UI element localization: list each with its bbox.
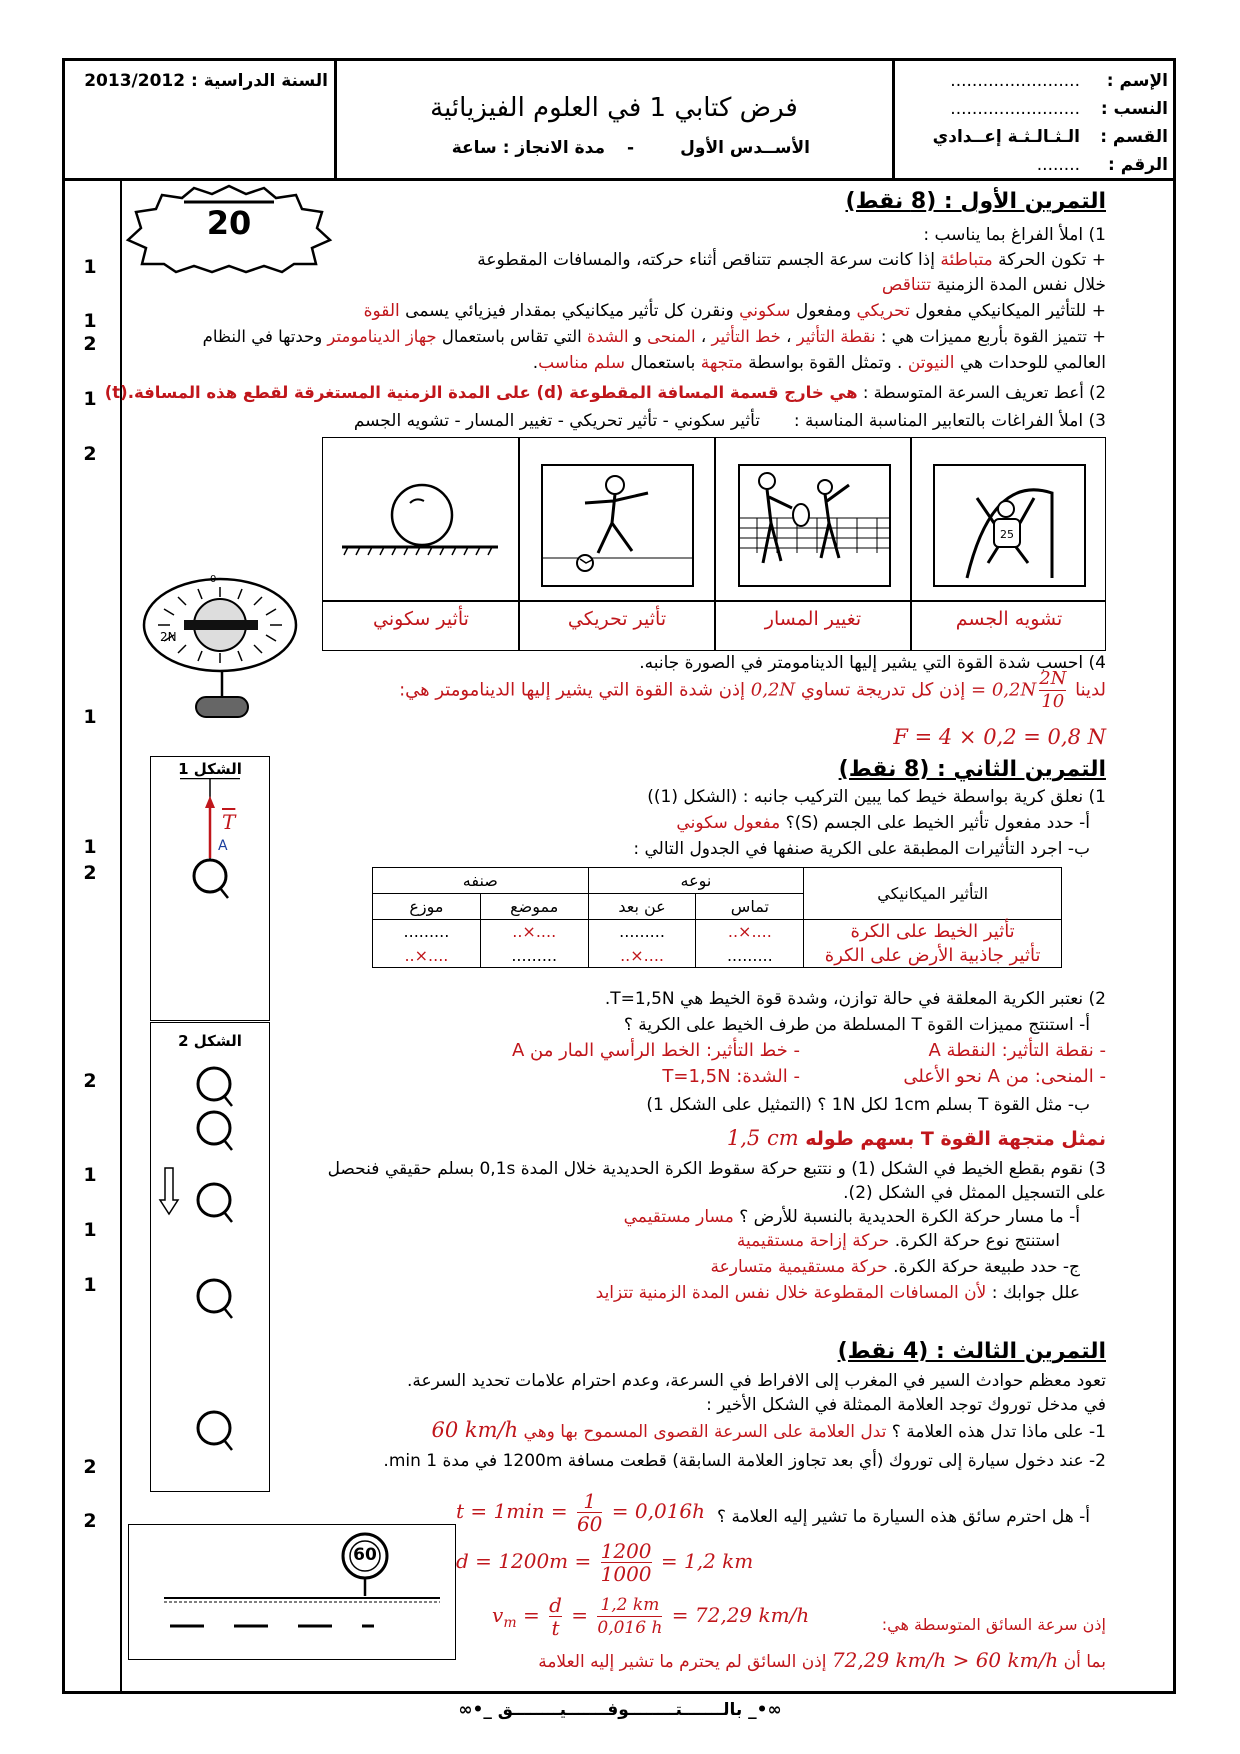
figure-1-vector-label: $\overline{T}$ <box>222 810 236 834</box>
effects-answer: تأثير سكوني <box>373 608 469 630</box>
ex1-line4: + تتميز القوة بأربع مميزات هي : نقطة التأثير ، خط التأثير ، المنحى و الشدة التي تقاس باستعمال جهاز الدينامومتر وحدتها في النظام <box>202 327 1106 346</box>
actions-table-cell: ..×.... <box>480 920 588 944</box>
class-label: القسم : <box>1100 127 1168 147</box>
margin-score: 1 <box>83 310 97 332</box>
ex3-intro2: في مدخل توروك توجد العلامة الممثلة في الشكل الأخير : <box>706 1395 1106 1415</box>
actions-table-cell: ......... <box>696 944 804 968</box>
ex2-q2a-magnitude: - الشدة: T=1,5N <box>662 1066 800 1087</box>
dynamometer-2n: 2N <box>160 630 177 644</box>
ex2-q2a: أ- استنتج مميزات القوة T المسلطة من طرف الخيط على الكرية ؟ <box>623 1015 1090 1035</box>
velocity-label: إذن سرعة السائق المتوسطة هي: <box>881 1615 1106 1634</box>
actions-table-row-label: تأثير الخيط على الكرة <box>804 920 1062 944</box>
name-label: الإسم : <box>1106 71 1168 91</box>
actions-table-cell: ......... <box>480 944 588 968</box>
effects-table-row <box>322 600 1106 602</box>
ex2-q1: 1) نعلق كرية بواسطة خيط كما يبين التركيب جانبه : (الشكل (1)) <box>647 787 1106 807</box>
figure-1-drawing <box>150 778 270 918</box>
ex1-title: التمرين الأول : (8 نقط) <box>845 189 1106 214</box>
surname-label: النسب : <box>1100 99 1168 119</box>
figure-1-point-label: A <box>218 838 228 854</box>
actions-table-header-distance: عن بعد <box>588 894 696 920</box>
margin-divider <box>120 180 122 1692</box>
actions-table-cell: ..×.... <box>373 944 481 968</box>
effects-answer: تغيير المسار <box>764 608 862 630</box>
surname-field[interactable]: ........................ <box>950 99 1080 119</box>
class-value: الـثـالـثـة إعــدادي <box>932 127 1080 147</box>
ex2-q2a-direction: - المنحى: من A نحو الأعلى <box>903 1066 1106 1087</box>
ex2-q2b-answer: نمثل متجهة القوة T بسهم طوله 1,5 cm <box>726 1126 1106 1150</box>
name-field[interactable]: ........................ <box>950 71 1080 91</box>
margin-score: 2 <box>83 1510 97 1532</box>
ex3-q1: 1- على ماذا تدل هذه العلامة ؟ تدل العلامة على السرعة القصوى المسموح بها وهي 60 km/h <box>431 1418 1106 1442</box>
actions-table-cell: ..×.... <box>696 920 804 944</box>
ex3-intro1: تعود معظم حوادث السير في المغرب إلى الافراط في السرعة، وعدم احترام علامات تحديد السرعة. <box>407 1371 1106 1391</box>
figure-2-label: الشكل 2 <box>178 1032 242 1050</box>
ex2-q2a-line: - خط التأثير: الخط الرأسي المار من A <box>511 1040 800 1061</box>
ex2-q3d: علل جوابك : لأن المسافات المقطوعة خلال نفس المدة الزمنية تتزايد <box>595 1283 1080 1303</box>
ex1-q4-result: F = 4 × 0,2 = 0,8 N <box>893 725 1106 749</box>
road-sign-drawing <box>128 1524 456 1660</box>
margin-score: 1 <box>83 836 97 858</box>
dynamometer-zero: 0 <box>210 574 217 585</box>
effects-answer: تأثير تحريكي <box>567 608 667 630</box>
margin-score: 1 <box>83 256 97 278</box>
actions-table-cell: ..×.... <box>588 944 696 968</box>
ex1-q3: 3) املأ الفراغات بالتعابير المناسبة المناسبة : <box>793 411 1106 431</box>
actions-table-header-action: التأثير الميكانيكي <box>804 868 1062 920</box>
actions-table-header-localized: مموضع <box>480 894 588 920</box>
header-divider <box>62 178 1176 181</box>
footer-good-luck: ∞•_ بالـــــــتــــــــوفـــــــيــــــــق _•∞ <box>458 1700 782 1720</box>
tennis-player-image <box>737 463 892 588</box>
ex2-q3c: ج- حدد طبيعة حركة الكرة. حركة مستقيمية متسارعة <box>710 1257 1080 1277</box>
speed-sign-value: 60 <box>353 1545 377 1565</box>
ex1-q3-list: تأثير سكوني - تأثير تحريكي - تغيير المسار - تشويه الجسم <box>353 411 760 431</box>
ex1-line5: العالمي للوحدات هي النيوتن . وتمثل القوة بواسطة متجهة باستعمال سلم مناسب. <box>532 353 1106 373</box>
ex2-q3a2: استنتج نوع حركة الكرة. حركة إزاحة مستقيمية <box>736 1231 1060 1251</box>
figure-2-drawing <box>150 1050 270 1490</box>
margin-score: 1 <box>83 1164 97 1186</box>
soccer-player-image <box>540 463 695 588</box>
ex2-q3-line1: 3) نقوم بقطع الخيط في الشكل (1) و نتتبع حركة سقوط الكرة الحديدية خلال المدة 0,1s بسلم حقيقي فنحصل <box>327 1159 1106 1179</box>
actions-table-header-type: نوعه <box>588 868 804 894</box>
ex1-line2: خلال نفس المدة الزمنية تتناقص <box>881 275 1106 295</box>
dynamometer-image <box>138 575 302 720</box>
margin-score: 2 <box>83 1070 97 1092</box>
margin-score: 2 <box>83 862 97 884</box>
number-field[interactable]: ........ <box>1036 155 1080 175</box>
number-label: الرقم : <box>1108 155 1168 175</box>
header-col-divider-1 <box>334 58 337 180</box>
header-col-divider-2 <box>892 58 895 180</box>
margin-score: 1 <box>83 1274 97 1296</box>
actions-table-cell: ......... <box>373 920 481 944</box>
ex1-q4-answer: لدينا $\frac{2N}{10}$ = 0,2N إذن كل تدريجة تساوي 0,2N إذن شدة القوة التي يشير إليها الدينامومتر هي: <box>399 668 1106 712</box>
svg-text:25: 25 <box>1000 528 1014 541</box>
ex3-conclusion: بما أن 72,29 km/h > 60 km/h إذن السائق لم يحترم ما تشير إليه العلامة <box>538 1648 1106 1672</box>
ball-on-ground-image <box>330 455 510 590</box>
margin-score: 2 <box>83 1456 97 1478</box>
ex1-line1: + تكون الحركة متباطئة إذا كانت سرعة الجسم تتناقص أثناء حركته، والمسافات المقطوعة <box>477 250 1106 270</box>
ex3-q2a: أ- هل احترم سائق هذه السيارة ما تشير إليه العلامة ؟ <box>717 1507 1090 1527</box>
semester: الأســدس الأول <box>680 138 810 158</box>
actions-table <box>372 867 1062 968</box>
ex2-q2a-point: - نقطة التأثير: النقطة A <box>928 1040 1106 1061</box>
gymnast-image <box>932 463 1087 588</box>
ex2-q1a: أ- حدد مفعول تأثير الخيط على الجسم (S)؟ مفعول سكوني <box>676 813 1090 833</box>
header-dash: - <box>626 138 634 158</box>
figure-1-label: الشكل 1 <box>178 760 242 778</box>
actions-table-header-class: صنفه <box>373 868 589 894</box>
ex2-q1b: ب- اجرد التأثيرات المطبقة على الكرية صنفها في الجدول التالي : <box>633 839 1090 859</box>
ex1-q4: 4) احسب شدة القوة التي يشير إليها الدينامومتر في الصورة جانبه. <box>639 653 1106 673</box>
margin-score: 1 <box>83 1219 97 1241</box>
actions-table-header-contact: تماس <box>696 894 804 920</box>
ex1-line3: + للتأثير الميكانيكي مفعول تحريكي ومفعول سكوني ونقرن كل تأثير ميكانيكي بمقدار فيزيائي يسمى القوة <box>363 301 1106 321</box>
ex3-q2: 2- عند دخول سيارة إلى توروك (أي بعد تجاوز العلامة السابقة) قطعت مسافة 1200m في مدة 1 min. <box>383 1451 1106 1471</box>
margin-score: 1 <box>83 388 97 410</box>
ex2-q3a: أ- ما مسار حركة الكرة الحديدية بالنسبة للأرض ؟ مسار مستقيمي <box>623 1207 1080 1227</box>
ex2-q2b: ب- مثل القوة T بسلم 1cm لكل 1N ؟ (التمثيل على الشكل 1) <box>646 1095 1090 1115</box>
ex2-q3-line2: على التسجيل الممثل في الشكل (2). <box>843 1183 1106 1203</box>
actions-table-row-label: تأثير جاذبية الأرض على الكرة <box>804 944 1062 968</box>
actions-table-cell: ......... <box>588 920 696 944</box>
margin-score: 1 <box>83 706 97 728</box>
ex1-q1-intro: 1) املأ الفراغ بما يناسب : <box>923 225 1106 245</box>
ex1-q2: 2) أعط تعريف السرعة المتوسطة : هي خارج قسمة المسافة المقطوعة (d) على المدة الزمنية المستغرقة لقطع هذه المسافة.(t) <box>104 383 1106 402</box>
margin-score: 2 <box>83 333 97 355</box>
margin-score: 2 <box>83 443 97 465</box>
actions-table-header-distributed: موزع <box>373 894 481 920</box>
score-value: 20 <box>206 204 252 242</box>
ex2-title: التمرين الثاني : (8 نقط) <box>838 757 1106 782</box>
school-year: السنة الدراسية : 2013/2012 <box>84 71 328 91</box>
eq-velocity: $v_m$ = $\frac{d}{t}$ = $\frac{1,2 km}{0,016 h}$ = 72,29 km/h <box>492 1593 810 1640</box>
ex2-q2: 2) نعتبر الكرية المعلقة في حالة توازن، وشدة قوة الخيط هي T=1,5N. <box>604 989 1106 1009</box>
eq-time: t = 1min = $\frac{1}{60}$ = 0,016h <box>456 1489 706 1536</box>
ex3-title: التمرين الثالث : (4 نقط) <box>837 1339 1106 1364</box>
exam-title: فرض كتابي 1 في العلوم الفيزيائية <box>430 93 798 123</box>
duration: مدة الانجاز : ساعة <box>451 138 605 158</box>
eq-distance: d = 1200m = $\frac{1200}{1000}$ = 1,2 km <box>456 1539 754 1586</box>
effects-answer: تشويه الجسم <box>955 608 1063 630</box>
